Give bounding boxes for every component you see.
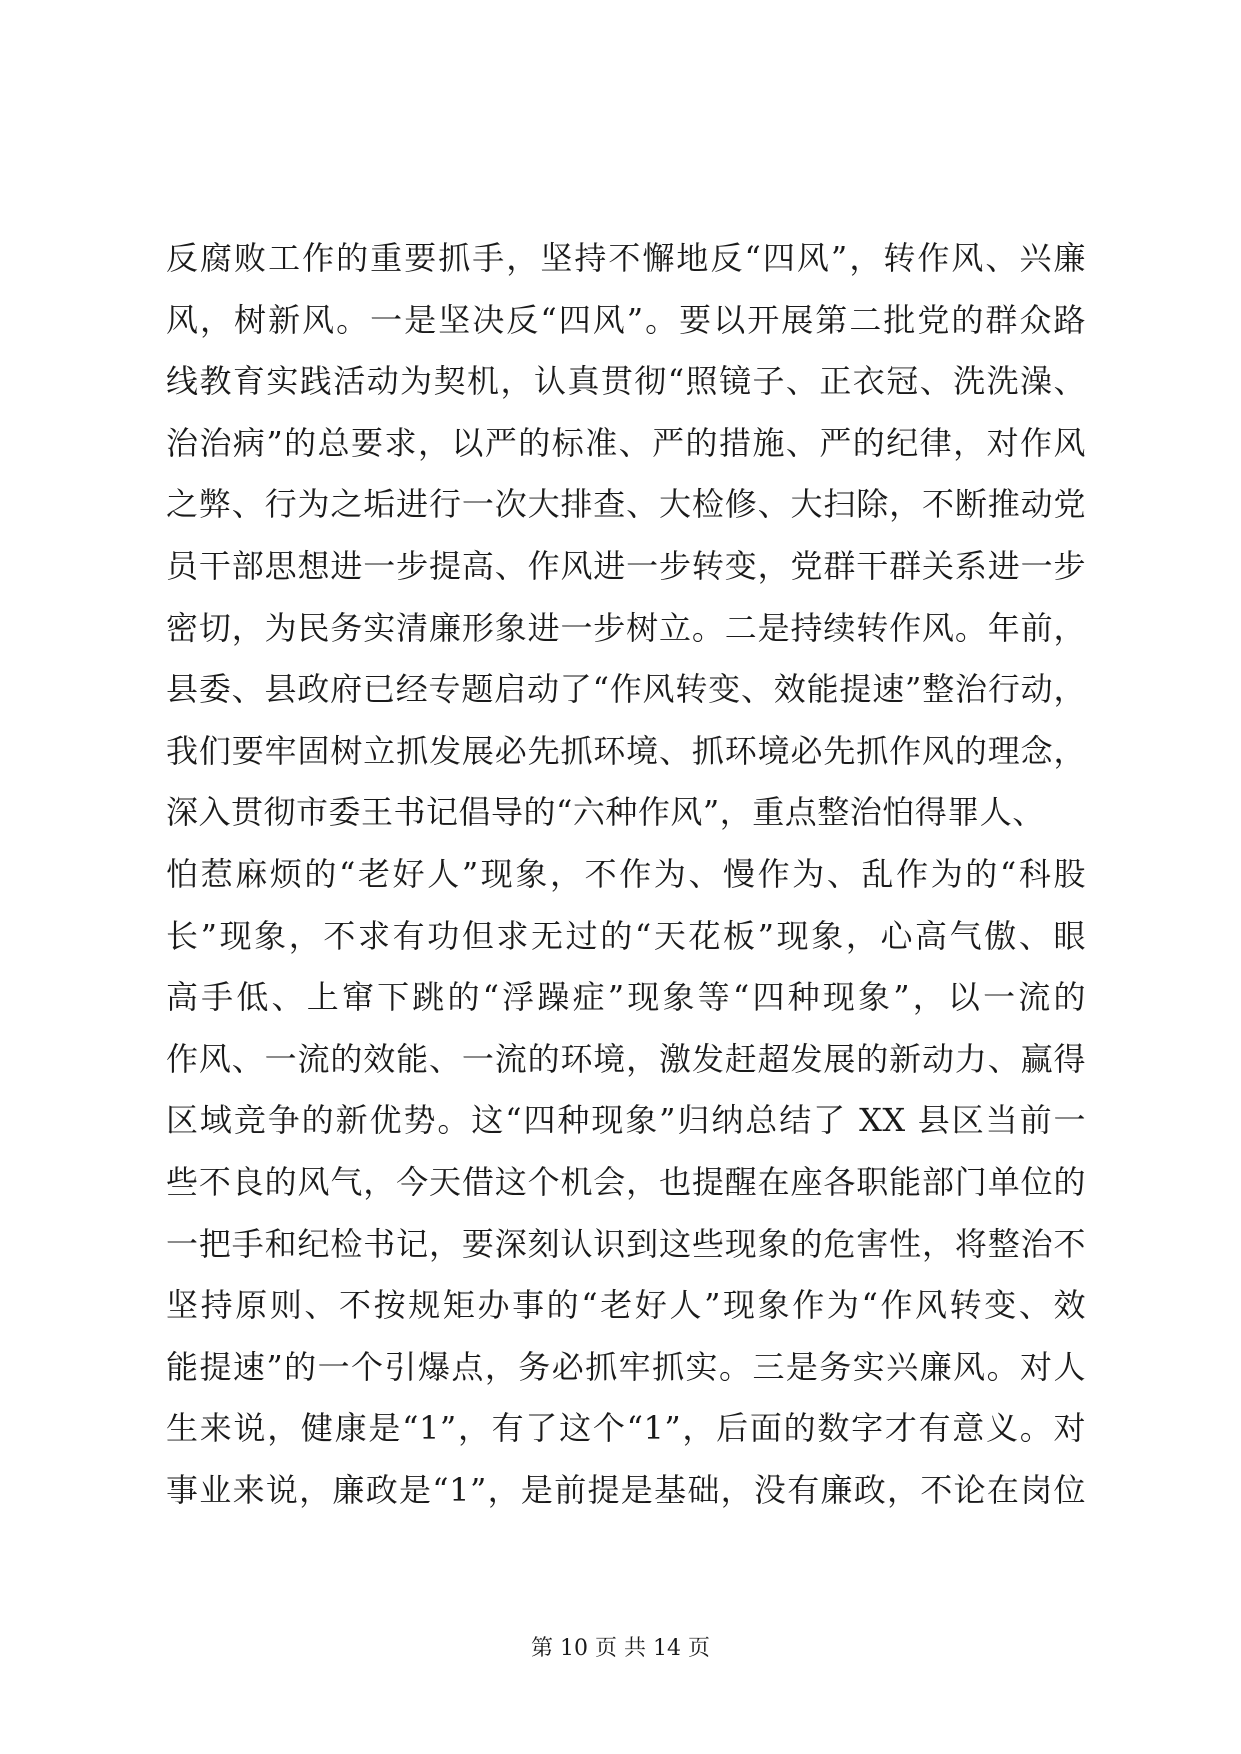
text-line: 长”现象，不求有功但求无过的“天花板”现象，心高气傲、眼 (166, 916, 1086, 955)
text-line: 高手低、上窜下跳的“浮躁症”现象等“四种现象”，以一流的 (166, 978, 1086, 1017)
text-line: 能提速”的一个引爆点，务必抓牢抓实。三是务实兴廉风。对人 (166, 1347, 1086, 1386)
text-line: 一把手和纪检书记，要深刻认识到这些现象的危害性，将整治不 (166, 1224, 1086, 1263)
text-line: 深入贯彻市委王书记倡导的“六种作风”，重点整治怕得罪人、 (166, 793, 1045, 832)
text-line: 风，树新风。一是坚决反“四风”。要以开展第二批党的群众路 (166, 300, 1086, 339)
text-line: 县委、县政府已经专题启动了“作风转变、效能提速”整治行动， (166, 670, 1086, 709)
text-line: 区域竞争的新优势。这“四种现象”归纳总结了 XX 县区当前一 (166, 1101, 1086, 1140)
text-line: 之弊、行为之垢进行一次大排查、大检修、大扫除，不断推动党 (166, 485, 1086, 524)
text-line: 反腐败工作的重要抓手，坚持不懈地反“四风”，转作风、兴廉 (166, 239, 1086, 277)
body-text (166, 228, 1086, 1521)
text-line: 员干部思想进一步提高、作风进一步转变，党群干群关系进一步 (166, 546, 1086, 585)
text-line: 治治病”的总要求，以严的标准、严的措施、严的纪律，对作风 (166, 423, 1086, 462)
text-line: 线教育实践活动为契机，认真贯彻“照镜子、正衣冠、洗洗澡、 (166, 362, 1086, 401)
text-line: 事业来说，廉政是“1”，是前提是基础，没有廉政，不论在岗位 (166, 1470, 1086, 1509)
text-line: 我们要牢固树立抓发展必先抓环境、抓环境必先抓作风的理念， (166, 731, 1086, 770)
text-line: 生来说，健康是“1”，有了这个“1”，后面的数字才有意义。对 (166, 1409, 1086, 1448)
text-line: 作风、一流的效能、一流的环境，激发赶超发展的新动力、赢得 (166, 1039, 1086, 1078)
page-number-footer: 第 10 页 共 14 页 (531, 1636, 710, 1661)
text-line: 密切，为民务实清廉形象进一步树立。二是持续转作风。年前， (166, 608, 1086, 647)
text-line: 怕惹麻烦的“老好人”现象，不作为、慢作为、乱作为的“科股 (166, 854, 1086, 893)
text-line: 坚持原则、不按规矩办事的“老好人”现象作为“作风转变、效 (166, 1286, 1086, 1325)
text-line: 些不良的风气，今天借这个机会，也提醒在座各职能部门单位的 (166, 1162, 1086, 1201)
